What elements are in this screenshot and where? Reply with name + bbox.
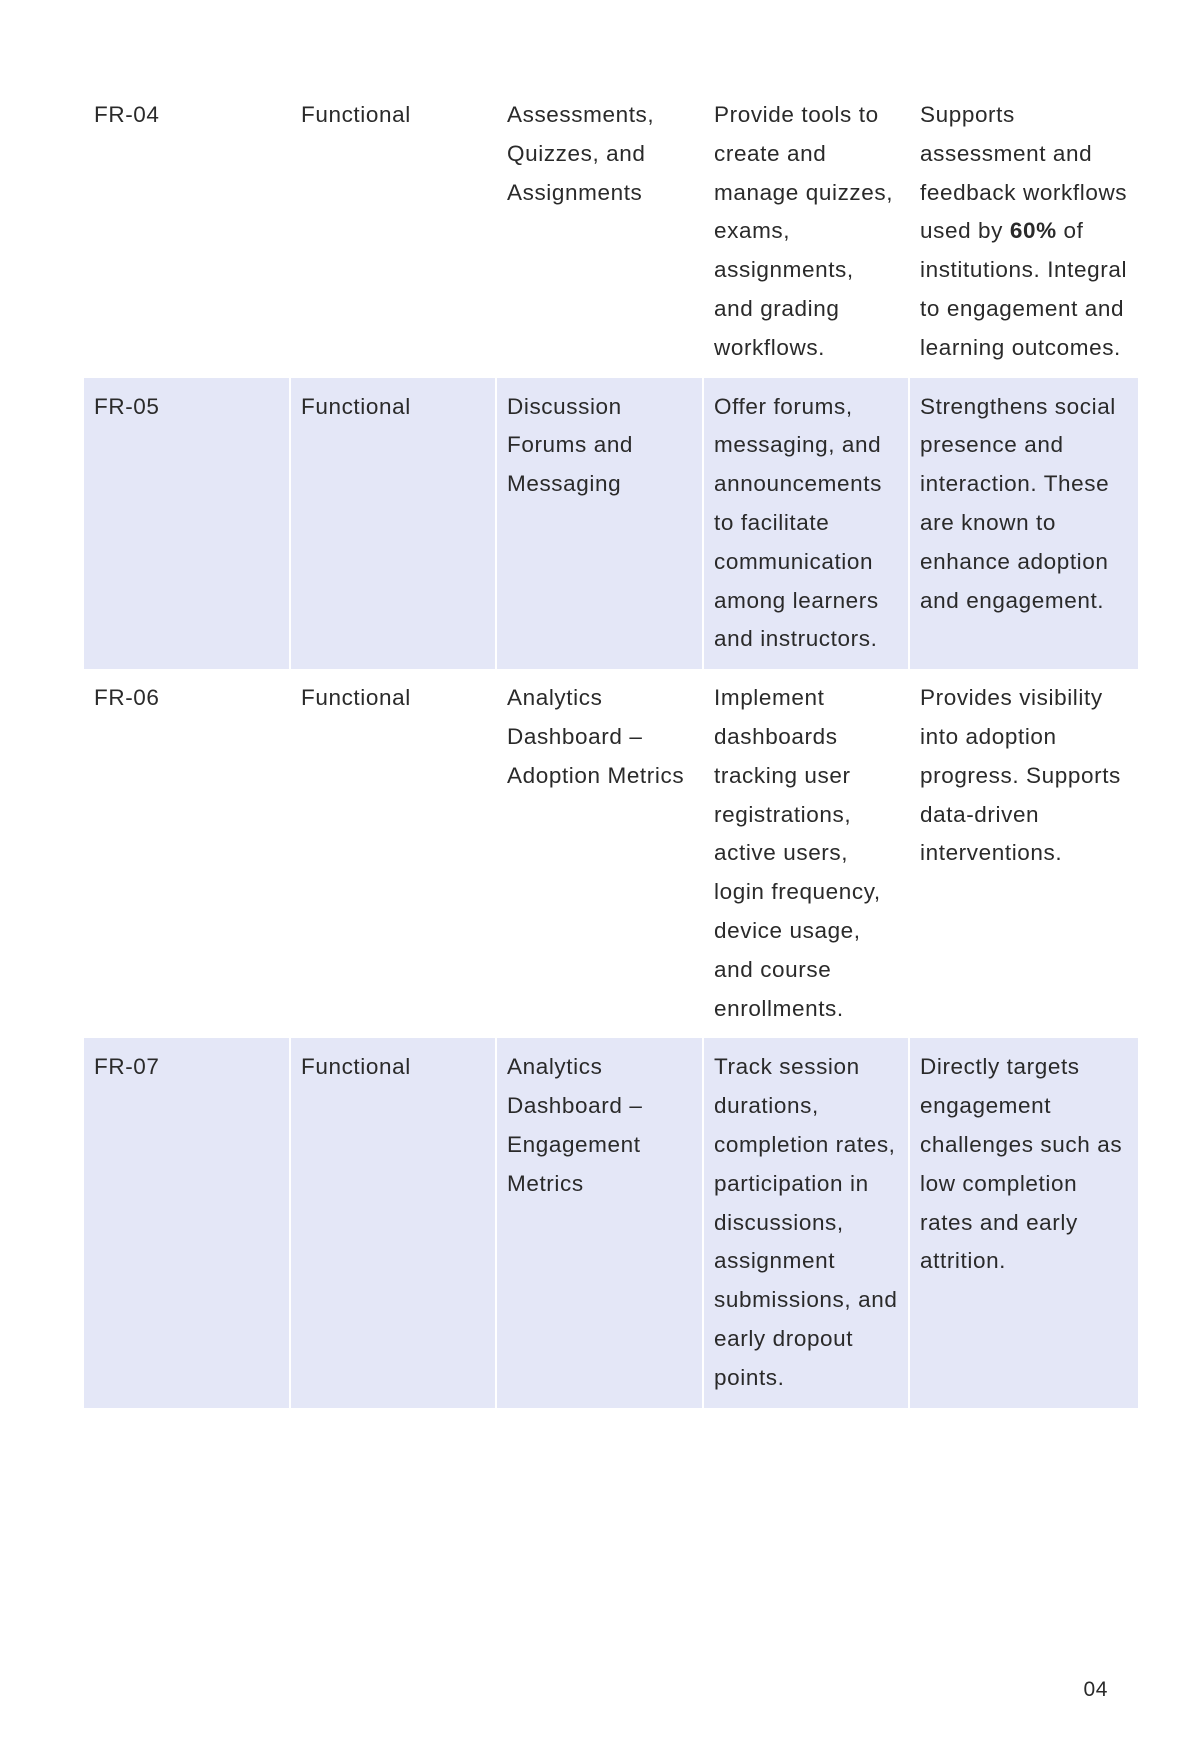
requirement-type: Functional: [290, 669, 496, 1038]
requirement-rationale: Directly targets engagement challenges such as low completion rates and early attrition.: [909, 1038, 1138, 1407]
requirement-feature: Assessments, Quizzes, and Assignments: [496, 86, 703, 378]
requirements-table: [84, 86, 1138, 1408]
requirement-rationale: Strengthens social presence and interaction. These are known to enhance adoption and engagement.: [909, 378, 1138, 670]
requirement-description: Implement dashboards tracking user registrations, active users, login frequency, device usage, and course enrollments.: [703, 669, 909, 1038]
requirement-rationale: Provides visibility into adoption progress. Supports data-driven interventions.: [920, 685, 1121, 866]
requirement-id: FR-05: [84, 378, 290, 670]
requirement-id: FR-04: [84, 86, 290, 378]
page-number: 04: [1083, 1678, 1108, 1701]
rationale-highlight: 60%: [1009, 218, 1057, 244]
table-row: [84, 1038, 1138, 1407]
table-row: [84, 669, 1138, 1038]
table-row: [84, 86, 1138, 378]
requirement-id: FR-07: [84, 1038, 290, 1407]
table-row: [84, 378, 1138, 670]
requirement-id: FR-06: [84, 669, 290, 1038]
requirement-rationale: [909, 86, 1138, 378]
requirement-type: Functional: [290, 1038, 496, 1407]
requirement-description: Provide tools to create and manage quizzes, exams, assignments, and grading workflows.: [703, 86, 909, 378]
requirement-feature: Analytics Dashboard – Engagement Metrics: [496, 1038, 703, 1407]
requirement-feature: Discussion Forums and Messaging: [496, 378, 703, 670]
requirement-description: Track session durations, completion rates, participation in discussions, assignment submissions, and early dropout points.: [703, 1038, 909, 1407]
requirement-feature: Analytics Dashboard – Adoption Metrics: [496, 669, 703, 1038]
rationale-text: Supports assessment and feedback workflows used by: [920, 102, 1128, 244]
rationale-text: of institutions. Integral to engagement and learning outcomes.: [920, 218, 1128, 360]
requirement-type: Functional: [290, 86, 496, 378]
requirement-description: Offer forums, messaging, and announcements to facilitate communication among learners and instructors.: [703, 378, 909, 670]
requirement-type: Functional: [290, 378, 496, 670]
